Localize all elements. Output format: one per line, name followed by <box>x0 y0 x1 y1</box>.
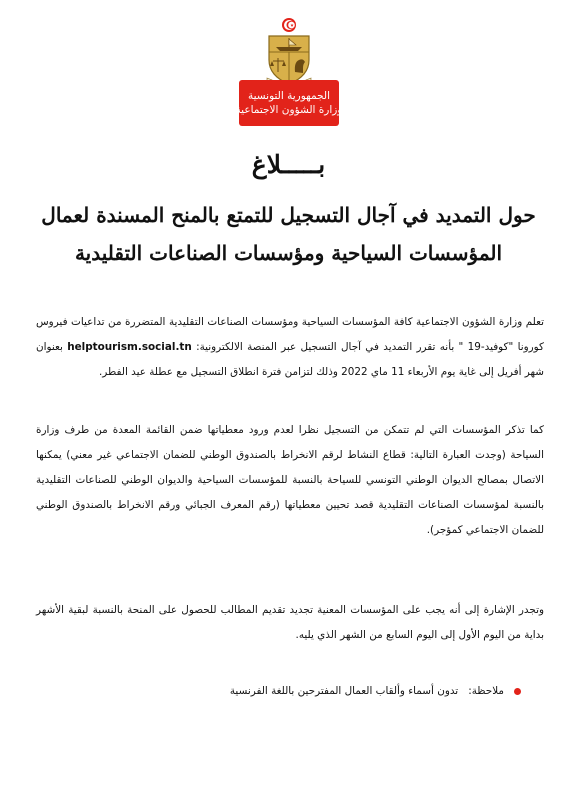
bullet-icon <box>514 688 521 695</box>
document-title <box>36 196 541 272</box>
title-line-1: حول التمديد في آجال التسجيل للتمتع بالمنح المسندة لعمال <box>41 203 536 227</box>
title-line-2: المؤسسات السياحية ومؤسسات الصناعات التقليدية <box>74 241 503 265</box>
ministry-name: وزارة الشؤون الاجتماعية <box>235 104 343 116</box>
paragraph-registration-extension <box>36 310 544 385</box>
tunisia-coat-of-arms-icon <box>259 16 319 88</box>
note-label: ملاحظة: <box>468 685 504 697</box>
registration-platform-url: helptourism.social.tn <box>67 341 192 353</box>
paragraph1-text-end: بعنوان شهر أفريل إلى غاية يوم الأربعاء 11 ماي 2022 وذلك لتزامن فترة انطلاق التسجيل مع عطلة عيد الفطر. <box>36 341 544 378</box>
paragraph-data-update-reminder: كما تذكر المؤسسات التي لم تتمكن من التسجيل نظرا لعدم ورود معطياتها ضمن القائمة المعدة من طرف وزارة السياحة (وجدت العبارة التالية: قطاع النشاط لرقم الانخراط بالصندوق الوطني للضمان الاجتماعي غير معني) يمكنها الاتصال بمصالح الديوان الوطني التونسي للسياحة بالنسبة للمؤسسات السياحية والديوان الوطني للصناعات التقليدية بالنسبة لمؤسسات الصناعات التقليدية قصد تحيين معطياتها (رقم المعرف الجبائي ورقم الانخراط بالصندوق الوطني للضمان الاجتماعي كمؤجر). <box>36 424 544 536</box>
paragraph1-text-start: تعلم وزارة الشؤون الاجتماعية كافة المؤسسات السياحية ومؤسسات الصناعات التقليدية المتضررة من تداعيات فيروس كورونا "كوفيد-19 " بأنه تقرر التمديد في آجال التسجيل عبر المنصة الالكترونية: <box>36 316 544 353</box>
announcement-heading: بـــــلاغ <box>251 150 326 179</box>
ministry-logo <box>235 10 343 122</box>
note <box>230 681 521 701</box>
note-text: تدون أسماء وألقاب العمال المفترحين باللغة الفرنسية <box>229 685 459 697</box>
republic-name: الجمهورية التونسية <box>248 90 330 102</box>
paragraph-monthly-renewal: وتجدر الإشارة إلى أنه يجب على المؤسسات المعنية تجديد تقديم المطالب للحصول على المنحة بالنسبة لبقية الأشهر بداية من اليوم الأول إلى اليوم السابع من الشهر الذي يليه. <box>36 604 544 641</box>
ministry-name-banner <box>235 80 343 126</box>
